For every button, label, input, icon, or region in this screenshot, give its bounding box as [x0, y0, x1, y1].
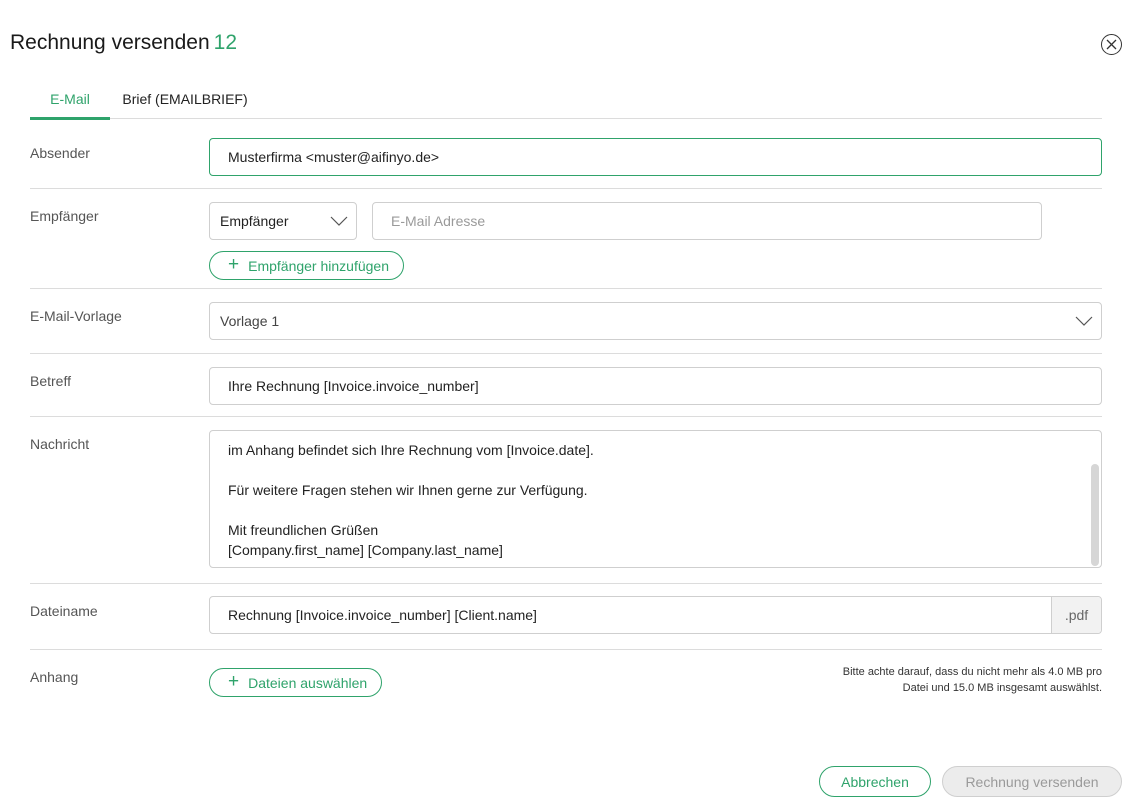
- message-content: [228, 440, 594, 560]
- tab-email[interactable]: E-Mail: [30, 78, 110, 119]
- file-size-note-line: Datei und 15.0 MB insgesamt auswählst.: [902, 682, 1102, 694]
- row-absender: [30, 119, 1102, 189]
- add-recipient-button[interactable]: [209, 251, 404, 280]
- message-line: Mit freundlichen Grüßen: [228, 522, 379, 538]
- cancel-button[interactable]: Abbrechen: [819, 766, 931, 797]
- plus-icon: +: [228, 671, 240, 692]
- recipient-type-value: Empfänger: [220, 213, 289, 229]
- empfaenger-label: Empfänger: [30, 208, 99, 224]
- recipient-type-select[interactable]: [209, 202, 357, 240]
- absender-label: Absender: [30, 145, 90, 161]
- add-recipient-label: Empfänger hinzufügen: [248, 257, 389, 274]
- nachricht-label: Nachricht: [30, 436, 90, 452]
- message-line: im Anhang befindet sich Ihre Rechnung vom [Invoice.date].: [228, 442, 594, 458]
- chevron-down-icon: [330, 216, 348, 226]
- absender-value: Musterfirma <muster@aifinyo.de>: [228, 149, 440, 165]
- select-files-button[interactable]: [209, 668, 382, 697]
- row-anhang: [30, 650, 1102, 710]
- dateiname-label: Dateiname: [30, 603, 98, 619]
- subject-value: Ihre Rechnung [Invoice.invoice_number]: [228, 378, 479, 394]
- invoice-count: 12: [213, 31, 238, 54]
- subject-input[interactable]: [209, 367, 1102, 405]
- filename-value: Rechnung [Invoice.invoice_number] [Client.name]: [228, 607, 537, 623]
- message-line: Für weitere Fragen stehen wir Ihnen gerne zur Verfügung.: [228, 482, 588, 498]
- anhang-label: Anhang: [30, 669, 79, 685]
- row-vorlage: [30, 289, 1102, 354]
- filename-input[interactable]: [209, 596, 1102, 634]
- dialog-title: [10, 31, 237, 55]
- absender-input[interactable]: [209, 138, 1102, 176]
- scrollbar[interactable]: [1091, 464, 1099, 566]
- tab-bar: [30, 78, 1102, 119]
- send-invoice-button[interactable]: Rechnung versenden: [942, 766, 1122, 797]
- close-icon[interactable]: [1101, 34, 1122, 55]
- file-size-note: [843, 664, 1102, 696]
- row-betreff: [30, 354, 1102, 417]
- email-address-input[interactable]: [372, 202, 1042, 240]
- dialog-title-text: Rechnung versenden: [10, 31, 210, 54]
- select-files-label: Dateien auswählen: [248, 674, 368, 691]
- row-dateiname: [30, 584, 1102, 650]
- file-extension: .pdf: [1051, 597, 1101, 633]
- message-textarea[interactable]: [209, 430, 1102, 568]
- template-value: Vorlage 1: [220, 313, 280, 329]
- chevron-down-icon: [1075, 316, 1093, 326]
- vorlage-label: E-Mail-Vorlage: [30, 308, 122, 324]
- file-size-note-line: Bitte achte darauf, dass du nicht mehr als 4.0 MB pro: [842, 666, 1102, 678]
- message-line: [Company.first_name] [Company.last_name]: [228, 542, 503, 558]
- plus-icon: +: [228, 254, 240, 275]
- tab-brief[interactable]: Brief (EMAILBRIEF): [122, 90, 248, 107]
- row-nachricht: [30, 417, 1102, 584]
- email-address-placeholder: E-Mail Adresse: [391, 213, 486, 229]
- betreff-label: Betreff: [30, 373, 71, 389]
- template-select[interactable]: [209, 302, 1102, 340]
- row-empfaenger: [30, 189, 1102, 289]
